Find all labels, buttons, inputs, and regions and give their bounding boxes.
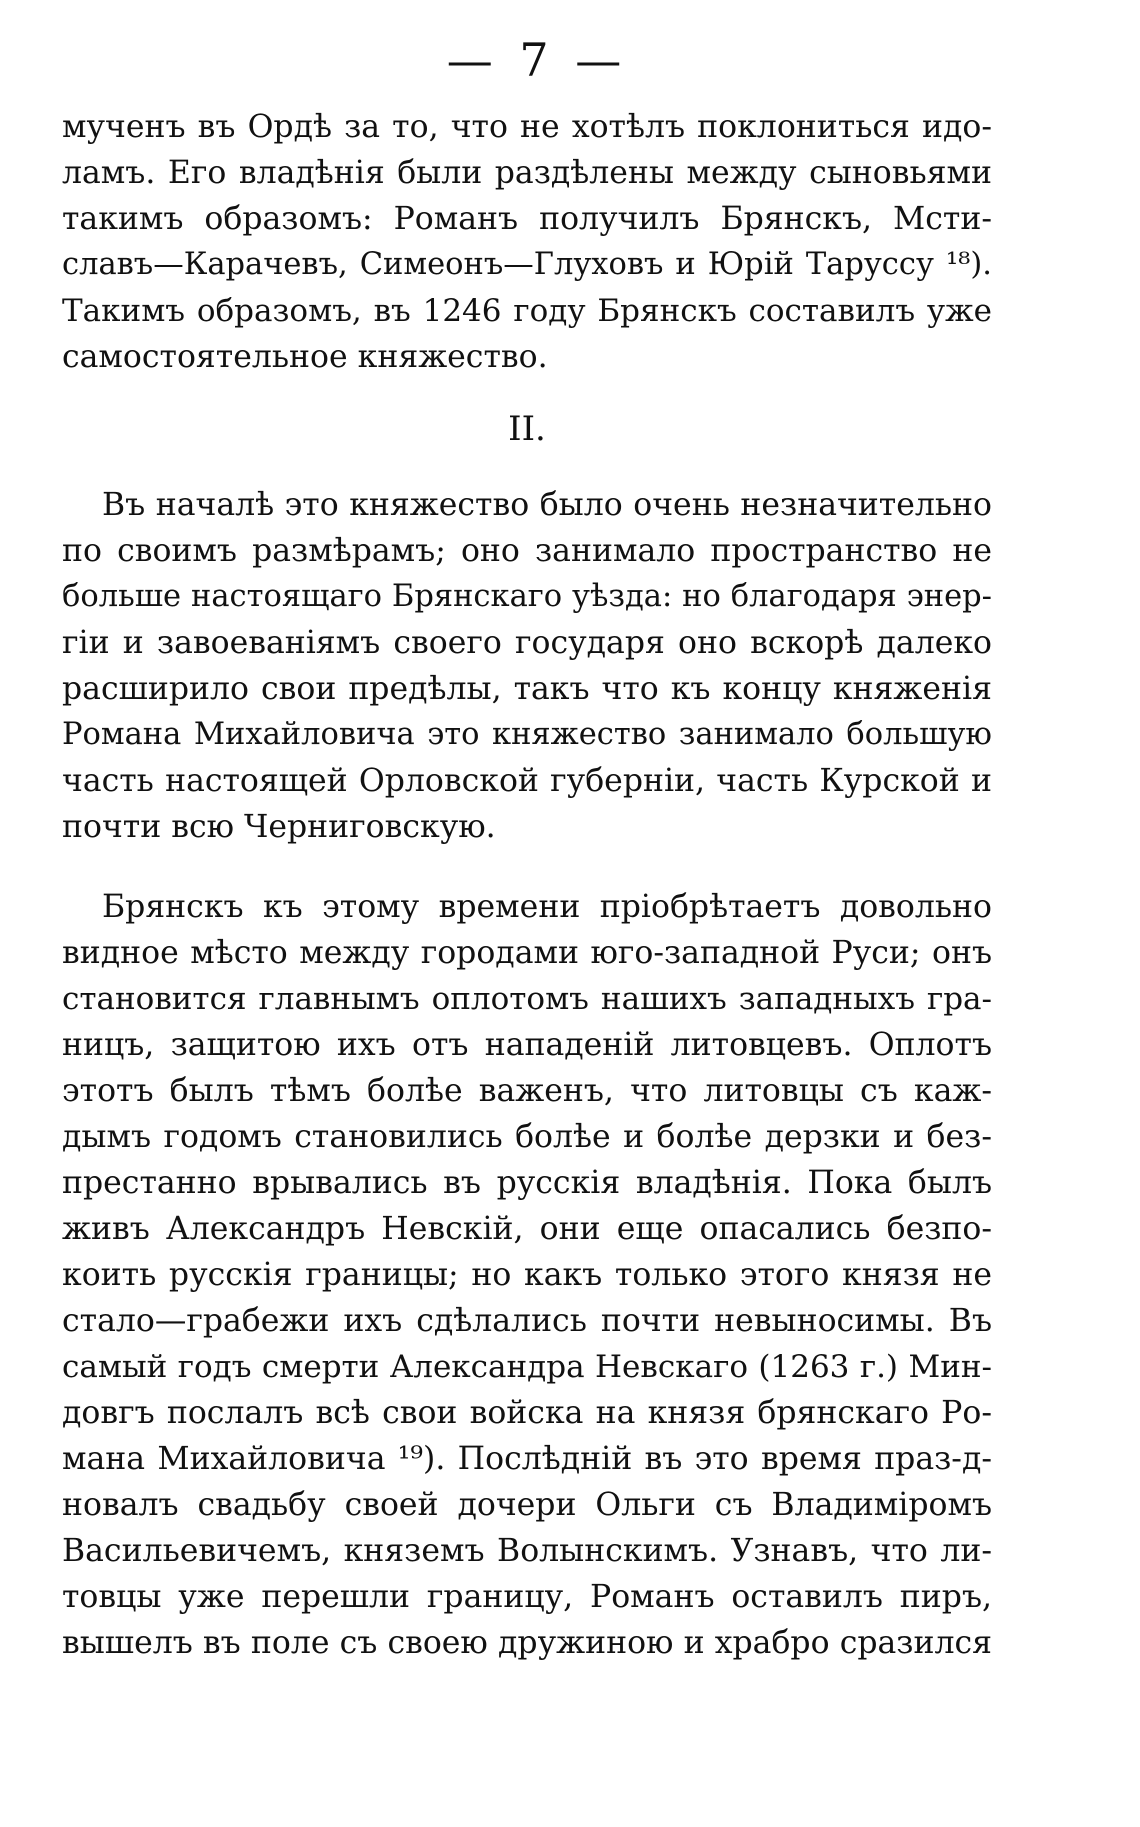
text-line: этотъ былъ тѣмъ болѣе важенъ, что литовцы съ каж- (62, 1073, 992, 1109)
text-line: мана Михайловича ¹⁹). Послѣдній въ это время праз-д- (62, 1441, 992, 1477)
section-heading: II. (508, 409, 546, 449)
text-line: такимъ образомъ: Романъ получилъ Брянскъ, Мсти- (62, 201, 992, 237)
paragraph-1 (62, 104, 992, 380)
paragraph-gap (62, 850, 992, 884)
paragraph-2 (62, 482, 992, 850)
text-line: почти всю Черниговскую. (62, 809, 496, 845)
text-line: Васильевичемъ, княземъ Волынскимъ. Узнавъ, что ли- (62, 1533, 992, 1569)
text-line: коить русскія границы; но какъ только этого князя не (62, 1257, 992, 1293)
text-line: мученъ въ Ордѣ за то, что не хотѣлъ поклониться идо- (62, 109, 992, 145)
text-line: ламъ. Его владѣнія были раздѣлены между сыновьями (62, 155, 992, 191)
text-line: ницъ, защитою ихъ отъ нападеній литовцевъ. Оплотъ (62, 1027, 992, 1063)
text-line: новалъ свадьбу своей дочери Ольги съ Владиміромъ (62, 1487, 992, 1523)
text-line: товцы уже перешли границу, Романъ оставилъ пиръ, (62, 1579, 992, 1615)
text-line: становится главнымъ оплотомъ нашихъ западныхъ гра- (62, 981, 992, 1017)
text-line: видное мѣсто между городами юго-западной Руси; онъ (62, 935, 992, 971)
text-line: славъ—Карачевъ, Симеонъ—Глуховъ и Юрій Таруссу ¹⁸). (62, 247, 992, 282)
text-line: гіи и завоеваніямъ своего государя оно вскорѣ далеко (62, 625, 992, 661)
text-line: стало—грабежи ихъ сдѣлались почти невыносимы. Въ (62, 1303, 992, 1339)
text-line: часть настоящей Орловской губерніи, часть Курской и (62, 763, 992, 799)
text-line: Брянскъ къ этому времени пріобрѣтаетъ довольно (102, 889, 992, 925)
text-line: самостоятельное княжество. (62, 339, 548, 375)
text-line: живъ Александръ Невскій, они еще опасались безпо- (62, 1211, 992, 1247)
text-line: престанно врывались въ русскія владѣнія. Пока былъ (62, 1165, 992, 1201)
text-line: вышелъ въ поле съ своею дружиною и храбро сразился (62, 1625, 992, 1661)
book-page (62, 30, 992, 1666)
text-line: дымъ годомъ становились болѣе и болѣе дерзки и без- (62, 1119, 992, 1155)
text-line: по своимъ размѣрамъ; оно занимало пространство не (62, 533, 992, 569)
text-line: Романа Михайловича это княжество занимало большую (62, 717, 992, 752)
text-line: расширило свои предѣлы, такъ что къ концу княженія (62, 671, 992, 707)
text-line: довгъ послалъ всѣ свои войска на князя брянскаго Ро- (62, 1395, 992, 1431)
text-line: самый годъ смерти Александра Невскаго (1263 г.) Мин- (62, 1349, 992, 1385)
text-line: больше настоящаго Брянскаго уѣзда: но благодаря энер- (62, 579, 992, 614)
paragraph-3 (62, 884, 992, 1666)
page-number: — 7 — (446, 33, 628, 87)
text-line: Такимъ образомъ, въ 1246 году Брянскъ составилъ уже (62, 293, 992, 329)
text-line: Въ началѣ это княжество было очень незначительно (102, 487, 992, 523)
